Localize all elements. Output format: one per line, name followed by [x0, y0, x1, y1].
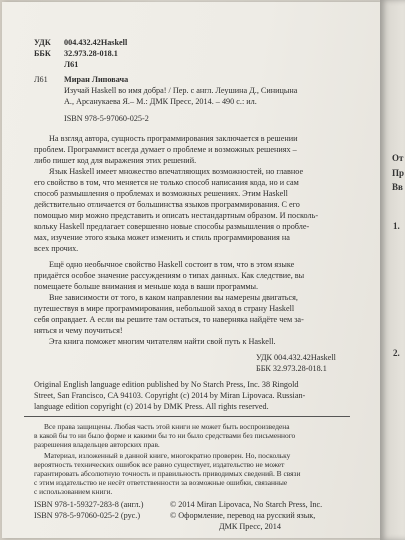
footer-udk: УДК 004.432.42Haskell [256, 353, 336, 362]
udk-value: 004.432.42Haskell [64, 38, 128, 47]
body-line: способ размышления о проблемах и возможных решениях. Этим Haskell [34, 189, 288, 198]
isbn-russian: ISBN 978-5-97060-025-2 (рус.) [34, 511, 141, 520]
body-line: Язык Haskell имеет множество впечатляющих возможностей, но главное [49, 167, 304, 176]
rights-line: Все права защищены. Любая часть этой книги не может быть воспроизведена [44, 422, 290, 431]
body-line: Вне зависимости от того, в каком направлении вы намерены двигаться, [49, 293, 298, 302]
english-note: language edition copyright (c) 2014 by DMK Press. All rights reserved. [34, 402, 269, 411]
rights-line: вероятность технических ошибок все равно существует, издательство не может [34, 460, 285, 469]
body-line: На взгляд автора, сущность программирования заключается в решении [49, 134, 298, 143]
body-line: Эта книга поможет многим читателям найти свой путь к Haskell. [49, 337, 276, 346]
body-line: проблем. Программист всегда думает о проблеме и возможных решениях – [34, 145, 297, 154]
facing-page-text: 2. [393, 348, 400, 358]
facing-page-text: Пр [392, 168, 405, 178]
footer-bbk: ББК 32.973.28-018.1 [256, 364, 327, 373]
rights-line: разрешения владельцев авторских прав. [34, 440, 160, 449]
facing-page-edge [380, 0, 405, 540]
rights-line: Материал, изложенный в данной книге, многократно проверен. Но, поскольку [44, 451, 291, 460]
book-description: А., Арсанукаева Я.– М.: ДМК Пресс, 2014. – 490 с.: ил. [64, 97, 257, 106]
body-line: придаётся особое значение рассуждениям о типах данных. Как следствие, вы [34, 271, 305, 280]
body-line: кольку Haskell предлагает совершенно новые способы размышления о пробле- [34, 222, 310, 231]
rights-line: в какой бы то ни было форме и какими бы то ни было средствами без письменного [34, 431, 296, 440]
author-name: Миран Липовача [64, 75, 129, 84]
english-note: Street, San Francisco, CA 94103. Copyright (c) 2014 by Miran Lipovaca. Russian- [34, 391, 306, 400]
body-line: Ещё одно необычное свойство Haskell состоит в том, что в этом языке [49, 260, 295, 269]
body-line: няться и чему поучиться! [34, 326, 123, 335]
udk-label: УДК [34, 38, 51, 47]
facing-page-text: 1. [393, 221, 400, 231]
copyright-line: ДМК Пресс, 2014 [219, 522, 281, 531]
body-line: его свойство в том, что меняется не только способ написания кода, но и сам [34, 178, 299, 187]
rights-line: гарантировать абсолютную точность и правильность приводимых сведений. В связи [34, 469, 301, 478]
copyright-line: © Оформление, перевод на русский язык, [170, 511, 316, 520]
body-line: всех прочих. [34, 244, 79, 253]
copyright-line: © 2014 Miran Lipovaca, No Starch Press, Inc. [170, 500, 323, 509]
isbn: ISBN 978-5-97060-025-2 [64, 114, 149, 123]
facing-page-text: Вв [392, 182, 403, 192]
english-note: Original English language edition published by No Starch Press, Inc. 38 Ringold [34, 380, 299, 389]
body-line: путешествуя в мире программирования, небольшой заход в страну Haskell [34, 304, 295, 313]
isbn-english: ISBN 978-1-59327-283-8 (англ.) [34, 500, 144, 509]
catalog-code-left: Л61 [34, 75, 48, 84]
facing-page-text: От [392, 153, 404, 163]
body-line: мах, изучение этого языка может изменить и стиль программирования на [34, 233, 290, 242]
rights-line: с использованием книги. [34, 487, 113, 496]
body-line: помощью мир можно представить и описать нестандартным образом. И посколь- [34, 211, 319, 220]
book-description: Изучай Haskell во имя добра! / Пер. с англ. Леушина Д., Синицына [64, 86, 298, 95]
bbk-value: 32.973.28-018.1 [64, 49, 118, 58]
rights-line: с этим издательство не несёт ответственности за возможные ошибки, связанные [34, 478, 288, 487]
body-line: действительно отличается от большинства языков программирования. С его [34, 200, 300, 209]
catalog-code: Л61 [64, 60, 79, 69]
divider [24, 416, 350, 417]
body-line: себя оправдает. А если вы решите там остаться, то наверняка найдёте чем за- [34, 315, 304, 324]
body-line: помещаете больше внимания и меньше кода в ваши программы. [34, 282, 259, 291]
bbk-label: ББК [34, 49, 51, 58]
body-line: либо пишет код для выражения этих решений. [34, 156, 197, 165]
